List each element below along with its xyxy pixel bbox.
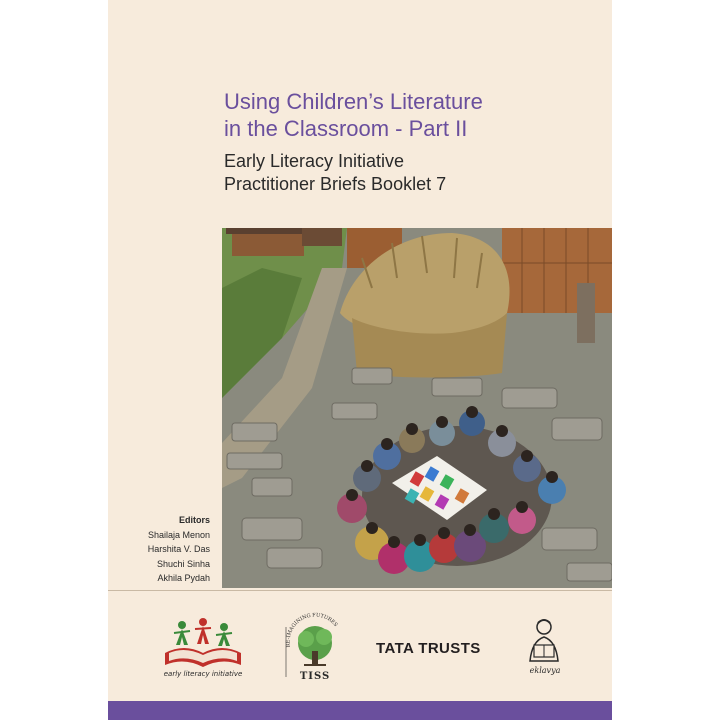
cover-photo [222, 228, 612, 588]
tiss-logo [278, 607, 348, 685]
eklavya-logo [520, 615, 570, 677]
bottom-accent-bar [108, 701, 612, 720]
early-literacy-initiative-logo [160, 613, 246, 679]
subtitle-line-1: Early Literacy Initiative [224, 151, 405, 171]
editor-name: Akhila Pydah [157, 573, 210, 583]
editors-heading: Editors [178, 515, 210, 525]
footer-divider [108, 590, 612, 591]
tiss-logo-text: TISS [299, 671, 331, 682]
book-subtitle [224, 150, 604, 196]
book-title [224, 88, 604, 142]
logo-strip [108, 605, 612, 685]
editor-name: Shuchi Sinha [156, 558, 210, 569]
eklavya-logo-text: eklavya [529, 666, 561, 675]
book-cover [108, 0, 612, 720]
editor-name: Harshita V. Das [147, 544, 210, 554]
tata-trusts-logo: TATA TRUSTS [376, 640, 481, 657]
editor-name: Shailaja Menon [147, 529, 210, 540]
title-line-1: Using Children’s Literature [224, 89, 483, 114]
tiss-arc-text: RE-IMAGINING FUTURES [285, 612, 339, 648]
subtitle-line-2: Practitioner Briefs Booklet 7 [224, 174, 447, 194]
eli-logo-text: early literacy initiative [163, 670, 243, 678]
title-line-2: in the Classroom - Part II [224, 116, 468, 141]
editors-block [108, 513, 210, 586]
